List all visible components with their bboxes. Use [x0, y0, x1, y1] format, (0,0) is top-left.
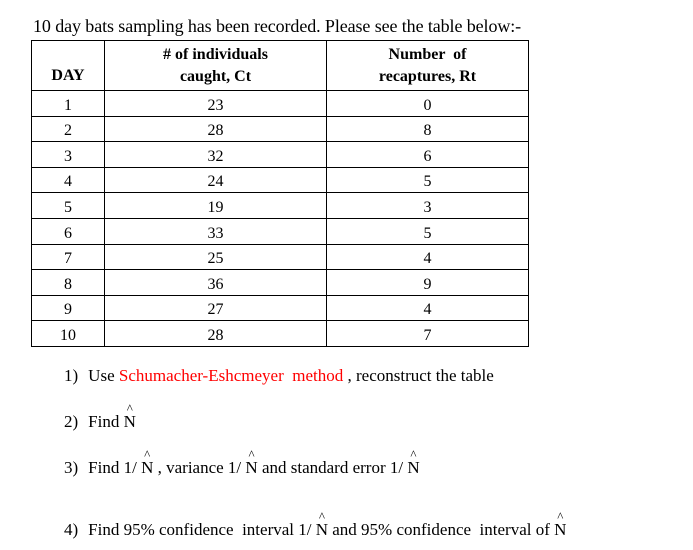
table-row [32, 142, 529, 168]
table-row [32, 244, 529, 270]
cell-recaptures: 4 [327, 244, 529, 270]
table-row [32, 91, 529, 117]
cell-caught: 33 [105, 218, 327, 244]
cell-recaptures: 0 [327, 91, 529, 117]
cell-recaptures: 4 [327, 295, 529, 321]
n-hat-symbol: ^ N [245, 458, 257, 478]
question-4-number: 4) [64, 520, 79, 539]
intro-text: 10 day bats sampling has been recorded. Please see the table below:- [33, 16, 522, 36]
table-row [32, 116, 529, 142]
cell-day: 9 [32, 295, 105, 321]
cell-day: 2 [32, 116, 105, 142]
table-row [32, 295, 529, 321]
cell-recaptures: 5 [327, 167, 529, 193]
header-caught-line1: # of individuals [163, 45, 268, 63]
cell-day: 10 [32, 321, 105, 347]
cell-day: 1 [32, 91, 105, 117]
n-hat-symbol: ^ N [124, 412, 136, 432]
table-row [32, 193, 529, 219]
question-3-number: 3) [64, 458, 79, 477]
header-caught [105, 41, 327, 91]
cell-recaptures: 7 [327, 321, 529, 347]
cell-caught: 27 [105, 295, 327, 321]
table-row [32, 218, 529, 244]
cell-caught: 28 [105, 116, 327, 142]
question-4-part2: and 95% confidence interval of [328, 520, 555, 539]
question-1-suffix: , reconstruct the table [343, 366, 494, 385]
question-4 [64, 520, 566, 540]
n-hat-symbol: ^ N [407, 458, 419, 478]
header-caught-line2: caught, Ct [179, 67, 252, 85]
question-3 [64, 458, 420, 478]
cell-day: 3 [32, 142, 105, 168]
question-2-prefix: Find [88, 412, 124, 431]
header-recaptures-line2: recaptures, Rt [378, 67, 477, 85]
header-day-label: DAY [51, 67, 85, 84]
header-day [32, 41, 105, 91]
cell-recaptures: 6 [327, 142, 529, 168]
question-1-prefix: Use [88, 366, 119, 385]
table-header-row [32, 41, 529, 91]
header-recaptures-line1: Number of [388, 45, 467, 63]
cell-caught: 23 [105, 91, 327, 117]
question-3-part1: Find 1/ [88, 458, 142, 477]
question-4-part1: Find 95% confidence interval 1/ [88, 520, 316, 539]
header-recaptures [327, 41, 529, 91]
cell-caught: 19 [105, 193, 327, 219]
cell-day: 7 [32, 244, 105, 270]
question-3-part2: , variance 1/ [153, 458, 246, 477]
cell-recaptures: 9 [327, 270, 529, 296]
cell-day: 4 [32, 167, 105, 193]
cell-caught: 25 [105, 244, 327, 270]
cell-caught: 32 [105, 142, 327, 168]
question-3-part3: and standard error 1/ [257, 458, 408, 477]
cell-day: 8 [32, 270, 105, 296]
cell-recaptures: 5 [327, 218, 529, 244]
question-1-number: 1) [64, 366, 79, 385]
cell-caught: 28 [105, 321, 327, 347]
n-hat-symbol: ^ N [141, 458, 153, 478]
cell-day: 5 [32, 193, 105, 219]
sampling-table [31, 40, 529, 347]
cell-day: 6 [32, 218, 105, 244]
question-2 [64, 412, 136, 432]
question-1-method: Schumacher-Eshcmeyer method [118, 366, 344, 385]
n-hat-symbol: ^ N [554, 520, 566, 540]
cell-caught: 24 [105, 167, 327, 193]
cell-caught: 36 [105, 270, 327, 296]
question-1 [64, 366, 494, 386]
question-2-number: 2) [64, 412, 79, 431]
cell-recaptures: 8 [327, 116, 529, 142]
table-row [32, 167, 529, 193]
table-row [32, 270, 529, 296]
table-row [32, 321, 529, 347]
n-hat-symbol: ^ N [316, 520, 328, 540]
cell-recaptures: 3 [327, 193, 529, 219]
